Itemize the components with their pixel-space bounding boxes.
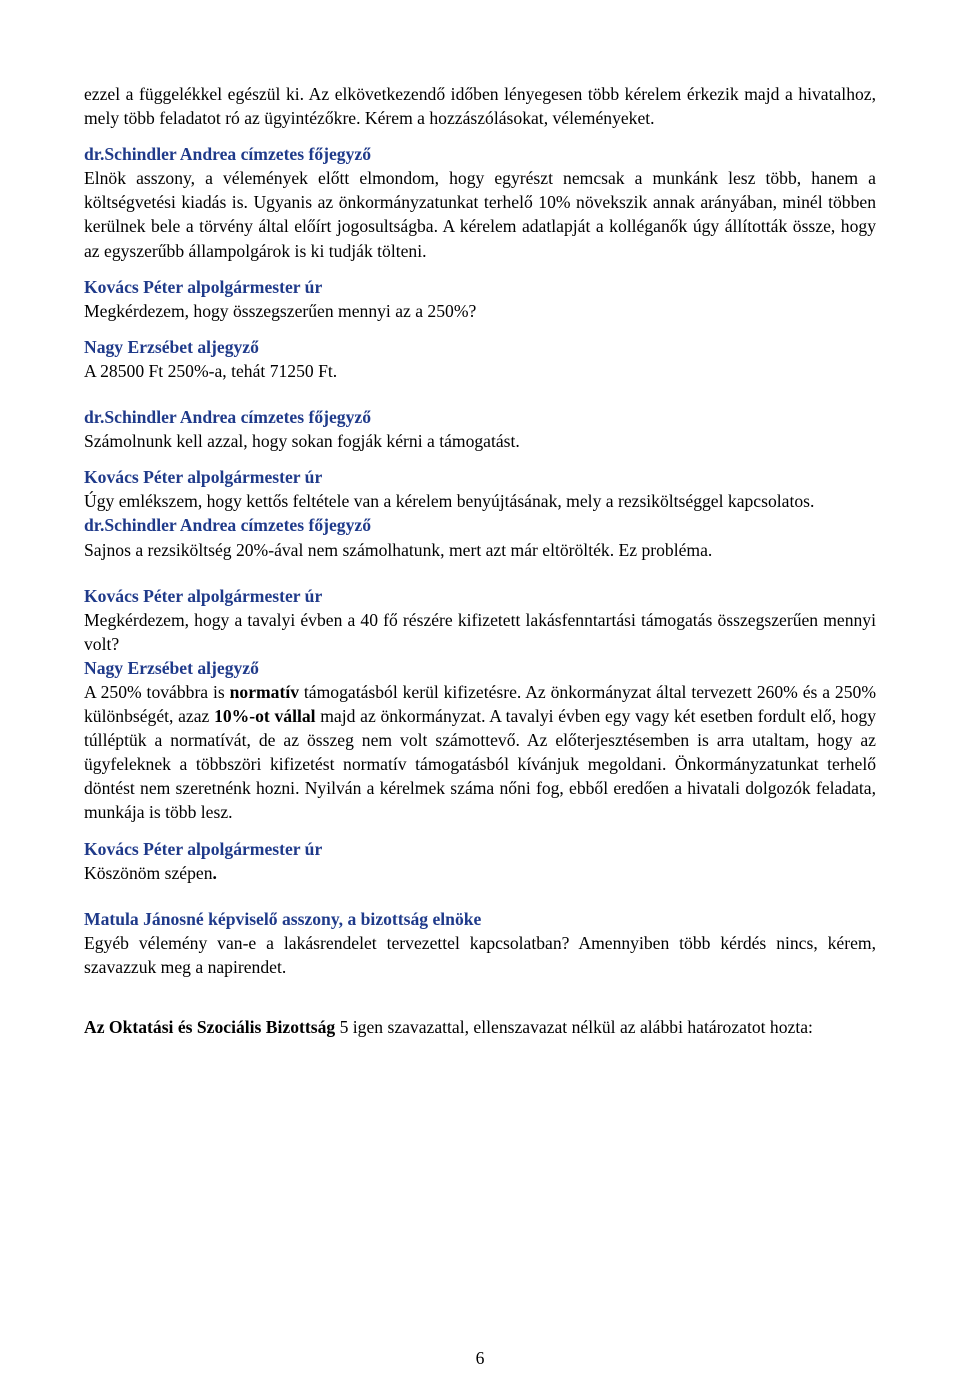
text-run: A 28500 Ft 250%-a, tehát 71250 Ft. — [84, 360, 338, 381]
text-run: Köszönöm szépen — [84, 862, 213, 883]
paragraph — [84, 1015, 876, 1039]
paragraph-spacer — [84, 323, 876, 335]
bold-text-run: Az Oktatási és Szociális Bizottság — [84, 1017, 336, 1037]
text-run: Sajnos a rezsiköltség 20%-ával nem számolhatunk, mert azt már eltörölték. Ez probléma. — [84, 539, 713, 560]
paragraph — [84, 608, 876, 656]
text-run: Egyéb vélemény van-e a lakásrendelet tervezettel kapcsolatban? Amennyiben több kérdés nincs, kérem, szavazzuk meg a napirendet. — [84, 932, 876, 977]
text-run: Úgy emlékszem, hogy kettős feltétele van a kérelem benyújtásának, mely a rezsiköltséggel kapcsolatos. — [84, 491, 815, 512]
text-run: Számolnunk kell azzal, hogy sokan fogják kérni a támogatást. — [84, 431, 520, 452]
text-run: támogatásból kerül kifizetésre. Az önkormányzat által tervezett 260% és a 250% különbségét, azaz — [84, 681, 876, 727]
speaker-heading: dr.Schindler Andrea címzetes főjegyző — [84, 407, 372, 428]
text-run: 5 igen szavazattal, ellenszavazat nélkül az alábbi határozatot hozta: — [335, 1017, 813, 1037]
speaker-heading: Kovács Péter alpolgármester úr — [84, 276, 323, 297]
paragraph-spacer — [84, 885, 876, 907]
page-body — [84, 82, 876, 1039]
speaker-heading: dr.Schindler Andrea címzetes főjegyző — [84, 144, 372, 165]
text-run: Megkérdezem, hogy a tavalyi évben a 40 fő részére kifizetett lakásfenntartási támogatás összegszerűen mennyi volt? — [84, 609, 876, 654]
paragraph — [84, 359, 876, 383]
speaker-heading: Kovács Péter alpolgármester úr — [84, 585, 323, 606]
paragraph-spacer — [84, 130, 876, 142]
paragraph — [84, 82, 876, 130]
text-run: A 250% továbbra is — [84, 681, 230, 702]
paragraph-spacer — [84, 562, 876, 584]
speaker-heading: Kovács Péter alpolgármester úr — [84, 838, 323, 859]
paragraph — [84, 861, 876, 885]
speaker-heading: Kovács Péter alpolgármester úr — [84, 467, 323, 488]
text-run: ezzel a függelékkel egészül ki. Az elkövetkezendő időben lényegesen több kérelem érkezik majd a hivatalhoz, mely több feladatot ró az ügyintézőkre. Kérem a hozzászólásokat, véleményeket. — [84, 84, 876, 129]
paragraph — [84, 299, 876, 323]
paragraph-spacer — [84, 979, 876, 1015]
speaker-heading: Nagy Erzsébet aljegyző — [84, 336, 259, 357]
paragraph — [84, 166, 876, 262]
speaker-heading: dr.Schindler Andrea címzetes főjegyző — [84, 515, 372, 536]
paragraph — [84, 429, 876, 453]
speaker-heading: Matula Jánosné képviselő asszony, a bizottság elnöke — [84, 908, 482, 929]
bold-text-run: normatív — [229, 681, 300, 702]
paragraph-spacer — [84, 383, 876, 405]
page-number: 6 — [475, 1348, 485, 1368]
bold-text-run: 10%-ot vállal — [214, 706, 316, 727]
paragraph — [84, 538, 876, 562]
speaker-heading: Nagy Erzsébet aljegyző — [84, 657, 259, 678]
paragraph-spacer — [84, 263, 876, 275]
paragraph — [84, 489, 876, 513]
paragraph — [84, 680, 876, 825]
text-run: Elnök asszony, a vélemények előtt elmondom, hogy egyrészt nemcsak a munkánk lesz több, hanem a költségvetési kiadás is. Ugyanis az önkormányzatunkat terhelő 10% növekszik annak arányában, minél többen kerülnek bele a törvény által előírt jogosultságba. A kérelem adatlapját a kolléganők úgy állították össze, hogy az egyszerűbb állampolgárok is ki tudják tölteni. — [84, 168, 876, 261]
text-run: majd az önkormányzat. A tavalyi évben egy vagy két esetben fordult elő, hogy túlléptük a normatívát, de az összeg nem volt számottevő. Az előterjesztésemben is arra utaltam, hogy az ügyfeleknek a többszöri kifizetést normatív támogatásból kívánjuk megoldani. Önkormányzatunkat terhelő döntést nem szeretnénk hozni. Nyilván a kérelmek száma nőni fog, ebből eredően a hivatali dolgozók feladata, munkája is több lesz. — [84, 706, 876, 823]
paragraph-spacer — [84, 453, 876, 465]
paragraph — [84, 931, 876, 979]
bold-text-run: . — [212, 862, 217, 883]
text-run: Megkérdezem, hogy összegszerűen mennyi az a 250%? — [84, 300, 477, 321]
paragraph-spacer — [84, 825, 876, 837]
